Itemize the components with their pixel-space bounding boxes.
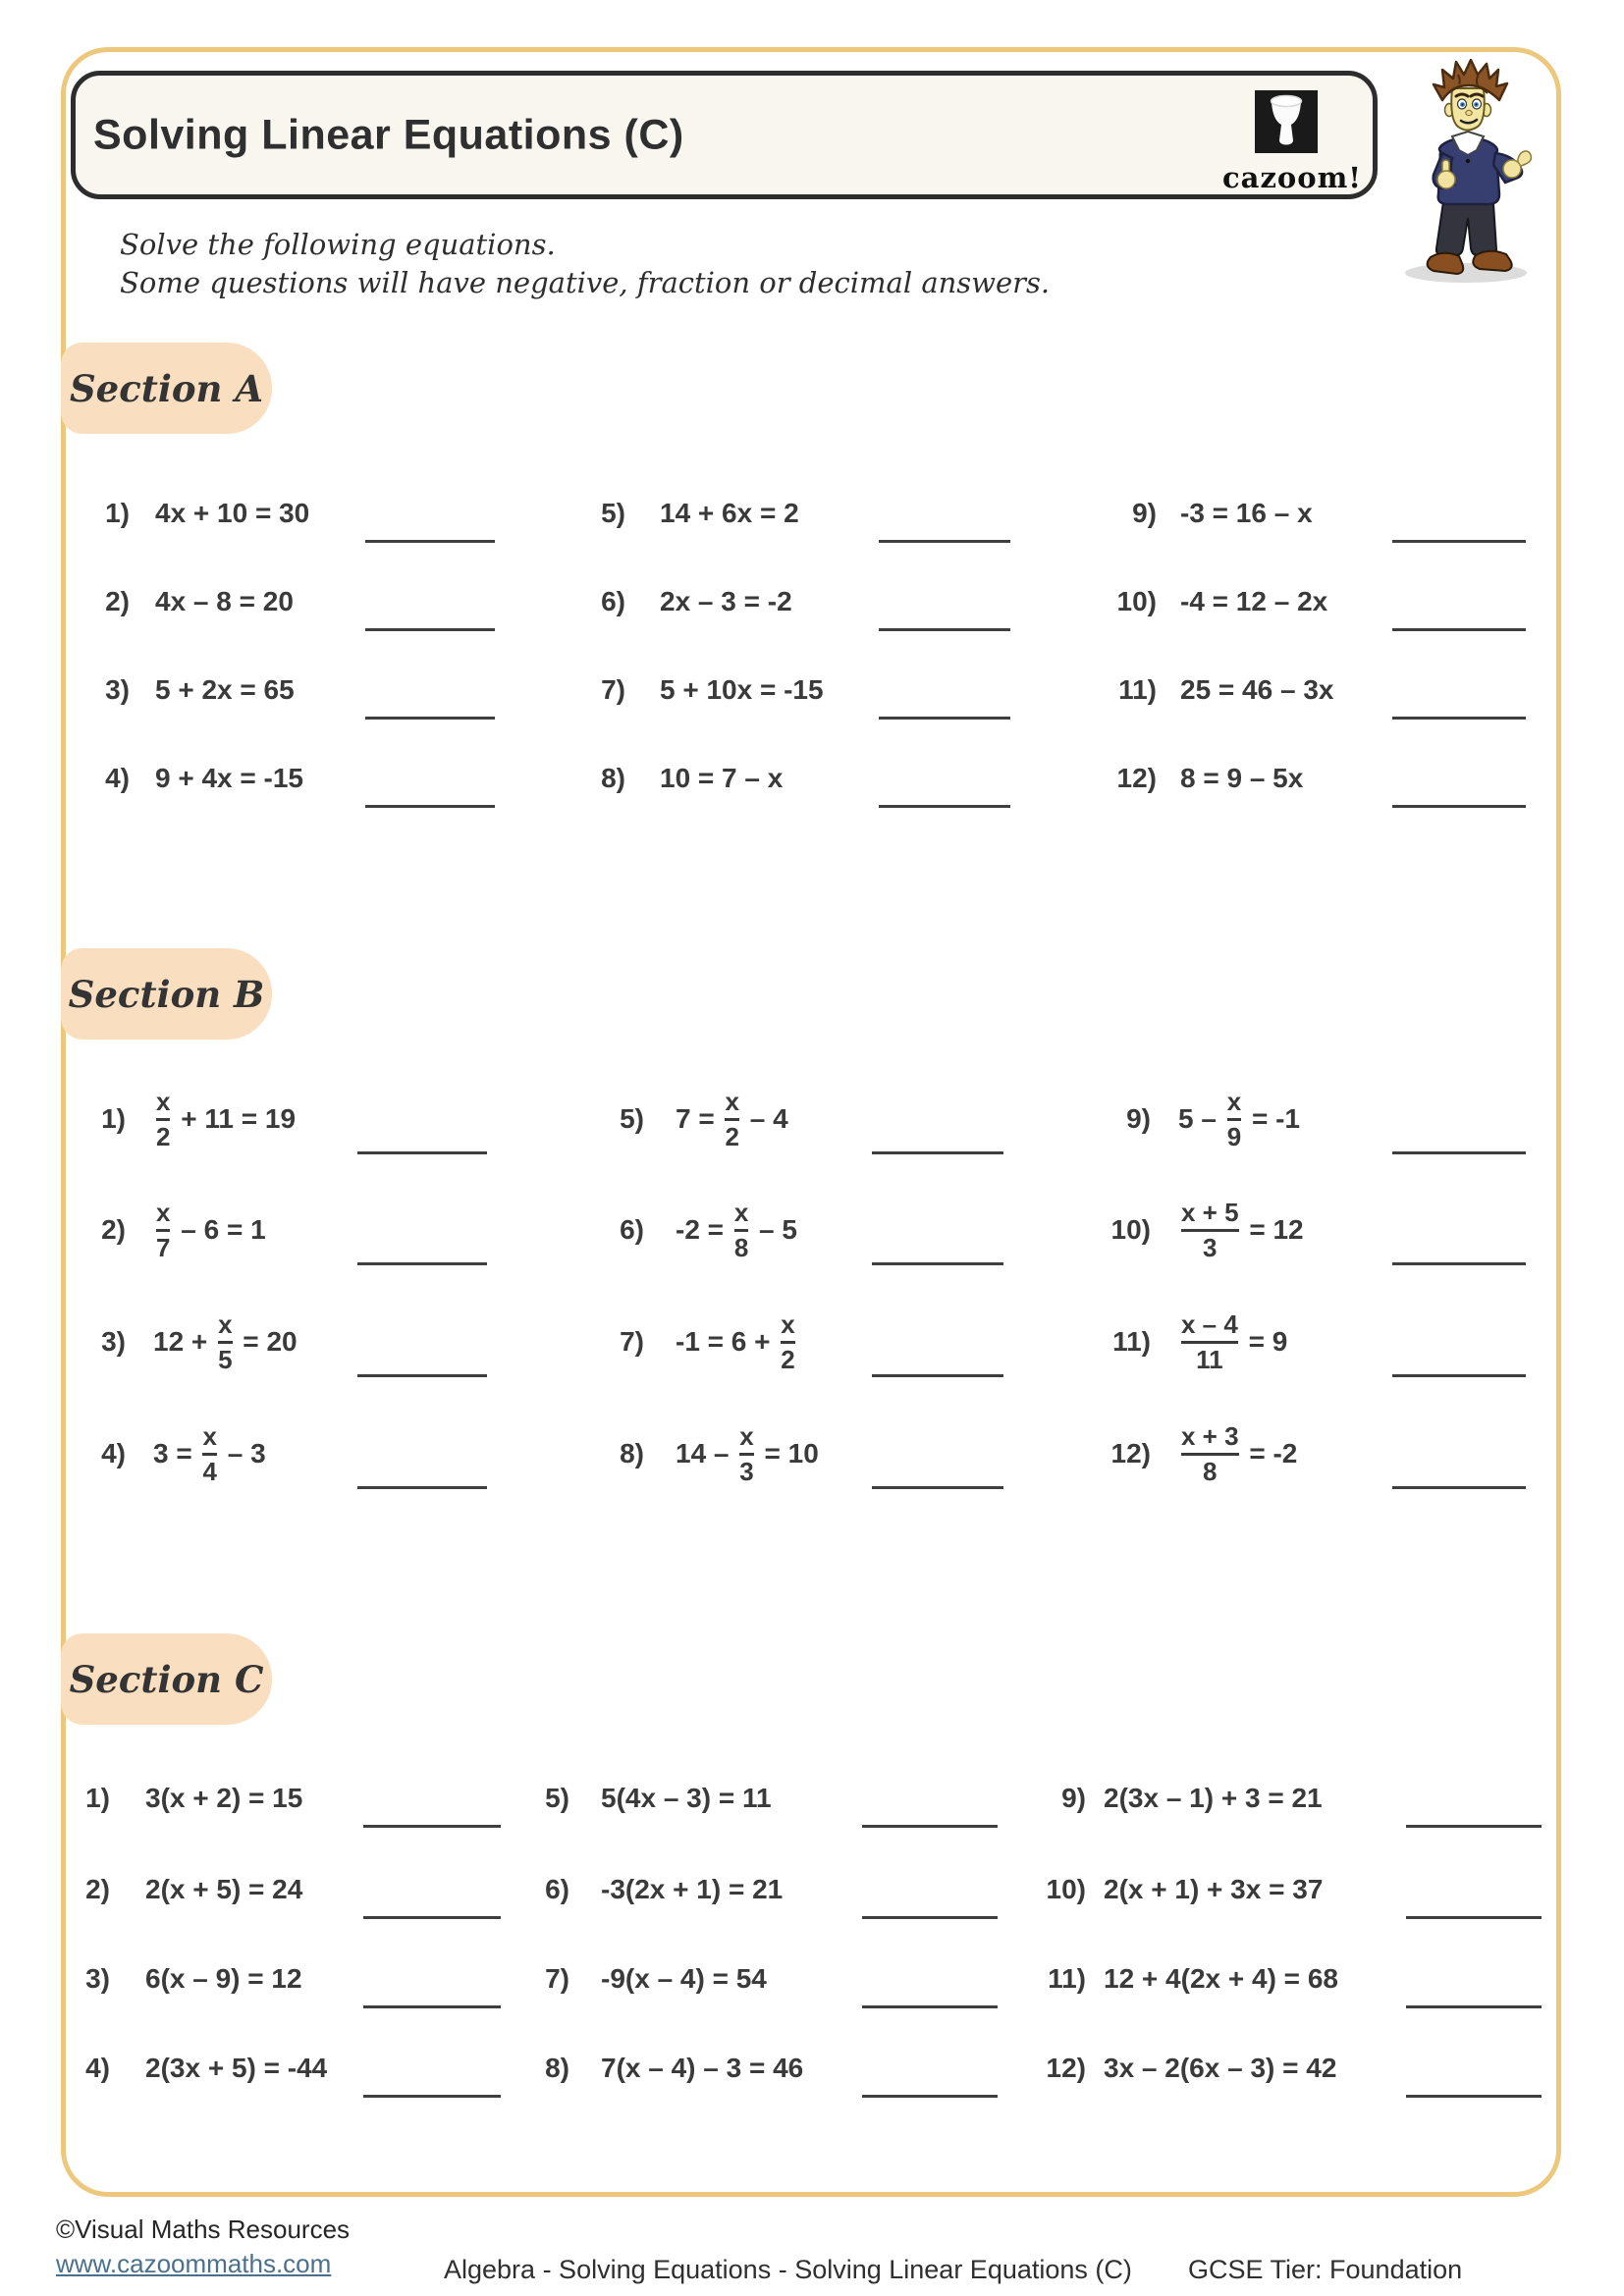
equation [676, 1197, 797, 1262]
fraction-numerator: x – 4 [1181, 1308, 1238, 1339]
question-number: 8) [620, 1438, 644, 1468]
question-number: 4) [85, 2053, 110, 2083]
equation [676, 1420, 819, 1486]
equation [1178, 1308, 1288, 1374]
equation [1104, 1874, 1323, 1905]
equation [1180, 586, 1327, 617]
fraction-bar [1181, 1229, 1239, 1232]
page-title: Solving Linear Equations (C) [93, 111, 684, 158]
fraction-numerator: x [156, 1197, 171, 1227]
answer-line[interactable] [872, 1374, 1003, 1377]
equation-text: 2(3x – 1) + 3 = 21 [1104, 1783, 1323, 1813]
question-number: 12) [1116, 763, 1157, 793]
equation [1178, 1197, 1304, 1262]
fraction [1224, 1086, 1244, 1151]
answer-line[interactable] [862, 2005, 998, 2008]
equation [660, 674, 824, 706]
equation-text: -2 = [676, 1214, 731, 1245]
answer-line[interactable] [363, 2005, 501, 2008]
fraction [1178, 1308, 1241, 1374]
fraction-denominator: 8 [1203, 1456, 1218, 1486]
answer-line[interactable] [879, 717, 1010, 720]
equation [153, 1420, 266, 1486]
question-number: 11) [1118, 674, 1157, 705]
fraction-numerator: x [725, 1086, 739, 1116]
equation [1178, 1086, 1300, 1151]
fraction-denominator: 3 [1203, 1232, 1218, 1262]
answer-line[interactable] [879, 805, 1010, 808]
footer-breadcrumb: Algebra - Solving Equations - Solving Linear Equations (C) [444, 2255, 1132, 2284]
equation-text: 5(4x – 3) = 11 [601, 1783, 772, 1813]
fraction-denominator: 9 [1226, 1121, 1242, 1151]
fraction-bar [1181, 1341, 1238, 1344]
equation-text: 5 – [1178, 1103, 1224, 1134]
question-number: 9) [1126, 1103, 1151, 1134]
equation-text: 10 = 7 – x [660, 763, 784, 793]
equation [153, 1308, 298, 1374]
question-number: 1) [101, 1103, 126, 1134]
fraction-bar [734, 1229, 748, 1232]
fraction-denominator: 5 [218, 1344, 233, 1374]
fraction-denominator: 4 [202, 1456, 217, 1486]
question-number: 11) [1048, 1963, 1086, 1994]
equation-text: – 5 [751, 1214, 797, 1245]
equation-text: 7 = [676, 1103, 723, 1134]
equation [1180, 498, 1313, 529]
equation-text: 2(3x + 5) = -44 [145, 2053, 328, 2083]
title-box [71, 71, 1378, 199]
question-number: 5) [620, 1103, 644, 1134]
question-number: 2) [105, 586, 130, 616]
answer-line[interactable] [862, 1825, 998, 1828]
question-number: 2) [101, 1214, 126, 1245]
fraction-numerator: x [1226, 1086, 1242, 1116]
fraction [199, 1420, 219, 1486]
mascot-boy-illustration [1401, 59, 1539, 285]
section-b-tab [61, 948, 272, 1040]
equation [601, 2053, 803, 2084]
equation-text: 9 + 4x = -15 [155, 763, 304, 793]
fraction-bar [218, 1341, 232, 1344]
answer-line[interactable] [1392, 540, 1526, 543]
fraction-denominator: 2 [725, 1121, 739, 1151]
question-number: 1) [105, 498, 130, 528]
fraction [722, 1086, 741, 1151]
equation [601, 1874, 783, 1905]
question-number: 2) [85, 1874, 110, 1904]
fraction [215, 1308, 235, 1374]
answer-line[interactable] [365, 717, 495, 720]
equation [145, 2053, 327, 2084]
answer-line[interactable] [879, 628, 1010, 631]
fraction-numerator: x [733, 1197, 749, 1227]
section-c-tab [61, 1633, 272, 1725]
equation-text: = -1 [1244, 1103, 1300, 1134]
equation [1104, 1783, 1323, 1814]
equation-text: = 10 [756, 1438, 819, 1468]
question-number: 8) [545, 2053, 569, 2083]
answer-line[interactable] [1392, 1262, 1526, 1265]
answer-line[interactable] [872, 1262, 1003, 1265]
answer-line[interactable] [357, 1486, 487, 1489]
equation-text: 2(x + 1) + 3x = 37 [1104, 1874, 1324, 1904]
fraction-bar [1227, 1118, 1241, 1121]
equation [660, 498, 799, 529]
answer-line[interactable] [1392, 1151, 1526, 1154]
equation [155, 763, 303, 794]
equation [155, 586, 294, 617]
fraction-bar [202, 1453, 216, 1456]
fraction-numerator: x [781, 1308, 795, 1339]
equation [155, 498, 309, 529]
question-number: 7) [601, 674, 625, 705]
equation-text: 7(x – 4) – 3 = 46 [601, 2053, 804, 2083]
answer-line[interactable] [357, 1374, 487, 1377]
answer-line[interactable] [363, 1916, 501, 1919]
section-b-label: Section B [68, 972, 265, 1016]
question-number: 10) [1110, 1214, 1151, 1245]
question-number: 7) [545, 1963, 569, 1994]
fraction-numerator: x [739, 1420, 754, 1451]
fraction-numerator: x + 5 [1181, 1197, 1239, 1227]
instructions-line-2: Some questions will have negative, fraction or decimal answers. [120, 266, 1051, 299]
equation-text: 12 + [153, 1326, 216, 1357]
cazoom-logo [1222, 89, 1363, 194]
answer-line[interactable] [1392, 1486, 1526, 1489]
equation-text: 14 – [676, 1438, 737, 1468]
equation-text: 4x + 10 = 30 [155, 498, 310, 528]
answer-line[interactable] [365, 628, 495, 631]
equation [601, 1783, 772, 1814]
answer-line[interactable] [872, 1486, 1003, 1489]
equation [676, 1308, 798, 1374]
answer-line[interactable] [1392, 805, 1526, 808]
question-number: 4) [101, 1438, 126, 1468]
equation [660, 586, 792, 617]
answer-line[interactable] [365, 540, 495, 543]
fraction [778, 1308, 797, 1374]
fraction-numerator: x [156, 1086, 171, 1116]
equation-text: – 3 [219, 1438, 266, 1468]
answer-line[interactable] [1406, 2005, 1542, 2008]
equation-text: 2(x + 5) = 24 [145, 1874, 303, 1904]
equation [145, 1874, 302, 1905]
equation [660, 763, 783, 794]
question-number: 6) [620, 1214, 644, 1245]
instructions-line-1: Solve the following equations. [120, 228, 556, 261]
equation-text: -9(x – 4) = 54 [601, 1963, 767, 1994]
equation-text: 2x – 3 = -2 [660, 586, 792, 616]
instructions [120, 226, 1050, 302]
fraction [153, 1197, 173, 1262]
equation-text: -3(2x + 1) = 21 [601, 1874, 784, 1904]
footer-copyright: ©Visual Maths Resources [56, 2215, 351, 2244]
fraction-numerator: x [218, 1308, 233, 1339]
fraction-bar [1181, 1453, 1239, 1456]
fraction-bar [725, 1118, 738, 1121]
fraction-bar [739, 1453, 753, 1456]
equation-text: -4 = 12 – 2x [1180, 586, 1328, 616]
equation-text: = 12 [1241, 1214, 1304, 1245]
fraction [731, 1197, 751, 1262]
question-number: 9) [1061, 1783, 1086, 1813]
equation-text: 3 = [153, 1438, 200, 1468]
answer-line[interactable] [1406, 2095, 1542, 2098]
question-number: 12) [1046, 2053, 1086, 2083]
answer-line[interactable] [1392, 628, 1526, 631]
fraction-bar [781, 1341, 794, 1344]
equation-text: = -2 [1241, 1438, 1298, 1468]
section-a-tab [61, 343, 272, 434]
fraction-denominator: 7 [156, 1232, 171, 1262]
fraction [736, 1420, 756, 1486]
answer-line[interactable] [1392, 1374, 1526, 1377]
question-number: 8) [601, 763, 625, 793]
section-c-label: Section C [69, 1657, 264, 1701]
equation-text: 3x – 2(6x – 3) = 42 [1104, 2053, 1337, 2083]
equation [153, 1086, 297, 1151]
fraction-bar [156, 1118, 170, 1121]
equation-text: = 20 [235, 1326, 298, 1357]
equation-text: 14 + 6x = 2 [660, 498, 799, 528]
equation [145, 1783, 302, 1814]
equation [155, 674, 295, 706]
question-number: 11) [1112, 1326, 1151, 1357]
question-number: 3) [85, 1963, 110, 1994]
footer-tier: GCSE Tier: Foundation [1188, 2255, 1463, 2284]
answer-line[interactable] [1406, 1916, 1542, 1919]
equation [145, 1963, 302, 1995]
equation [1104, 1963, 1338, 1995]
question-number: 5) [601, 498, 625, 528]
equation-text: 8 = 9 – 5x [1180, 763, 1304, 793]
footer-website-link[interactable]: www.cazoommaths.com [56, 2249, 332, 2278]
equation-text: = 9 [1240, 1326, 1288, 1357]
equation-text: -3 = 16 – x [1180, 498, 1313, 528]
equation [1180, 763, 1303, 794]
fraction-denominator: 2 [781, 1344, 795, 1374]
question-number: 3) [101, 1326, 126, 1357]
question-number: 10) [1046, 1874, 1086, 1904]
equation [601, 1963, 767, 1995]
fraction-numerator: x [202, 1420, 217, 1451]
question-number: 6) [601, 586, 625, 616]
question-number: 10) [1116, 586, 1157, 616]
equation [676, 1086, 788, 1151]
equation-text: 12 + 4(2x + 4) = 68 [1104, 1963, 1338, 1994]
fraction-numerator: x + 3 [1181, 1420, 1239, 1451]
logo-wordmark: cazoom! [1222, 161, 1363, 194]
fraction-bar [156, 1229, 170, 1232]
answer-line[interactable] [363, 2095, 501, 2098]
equation-text: -1 = 6 + [676, 1326, 779, 1357]
answer-line[interactable] [862, 2095, 998, 2098]
equation-text: 3(x + 2) = 15 [145, 1783, 303, 1813]
equation [1180, 674, 1333, 706]
drum-icon [1254, 89, 1319, 160]
fraction [153, 1086, 173, 1151]
fraction-denominator: 8 [733, 1232, 749, 1262]
fraction [1178, 1197, 1242, 1262]
answer-line[interactable] [862, 1916, 998, 1919]
fraction-denominator: 11 [1196, 1344, 1223, 1374]
answer-line[interactable] [363, 1825, 501, 1828]
equation-text: – 4 [741, 1103, 788, 1134]
fraction-denominator: 2 [156, 1121, 171, 1151]
equation-text: 25 = 46 – 3x [1180, 674, 1334, 705]
answer-line[interactable] [365, 805, 495, 808]
answer-line[interactable] [1406, 1825, 1542, 1828]
question-number: 7) [620, 1326, 644, 1357]
equation-text: 6(x – 9) = 12 [145, 1963, 302, 1994]
fraction [1178, 1420, 1242, 1486]
equation-text: – 6 = 1 [173, 1214, 266, 1245]
fraction-denominator: 3 [739, 1456, 754, 1486]
equation [1178, 1420, 1298, 1486]
question-number: 3) [105, 674, 130, 705]
question-number: 1) [85, 1783, 110, 1813]
equation-text: 4x – 8 = 20 [155, 586, 294, 616]
question-number: 6) [545, 1874, 569, 1904]
answer-line[interactable] [357, 1262, 487, 1265]
question-number: 4) [105, 763, 130, 793]
answer-line[interactable] [872, 1151, 1003, 1154]
answer-line[interactable] [357, 1151, 487, 1154]
answer-line[interactable] [879, 540, 1010, 543]
answer-line[interactable] [1392, 717, 1526, 720]
equation [153, 1197, 266, 1262]
question-number: 9) [1132, 498, 1157, 528]
equation-text: + 11 = 19 [173, 1103, 297, 1134]
equation-text: 5 + 10x = -15 [660, 674, 824, 705]
question-number: 5) [545, 1783, 569, 1813]
equation-text: 5 + 2x = 65 [155, 674, 295, 705]
question-number: 12) [1110, 1438, 1151, 1468]
section-a-label: Section A [69, 366, 264, 410]
equation [1104, 2053, 1336, 2084]
